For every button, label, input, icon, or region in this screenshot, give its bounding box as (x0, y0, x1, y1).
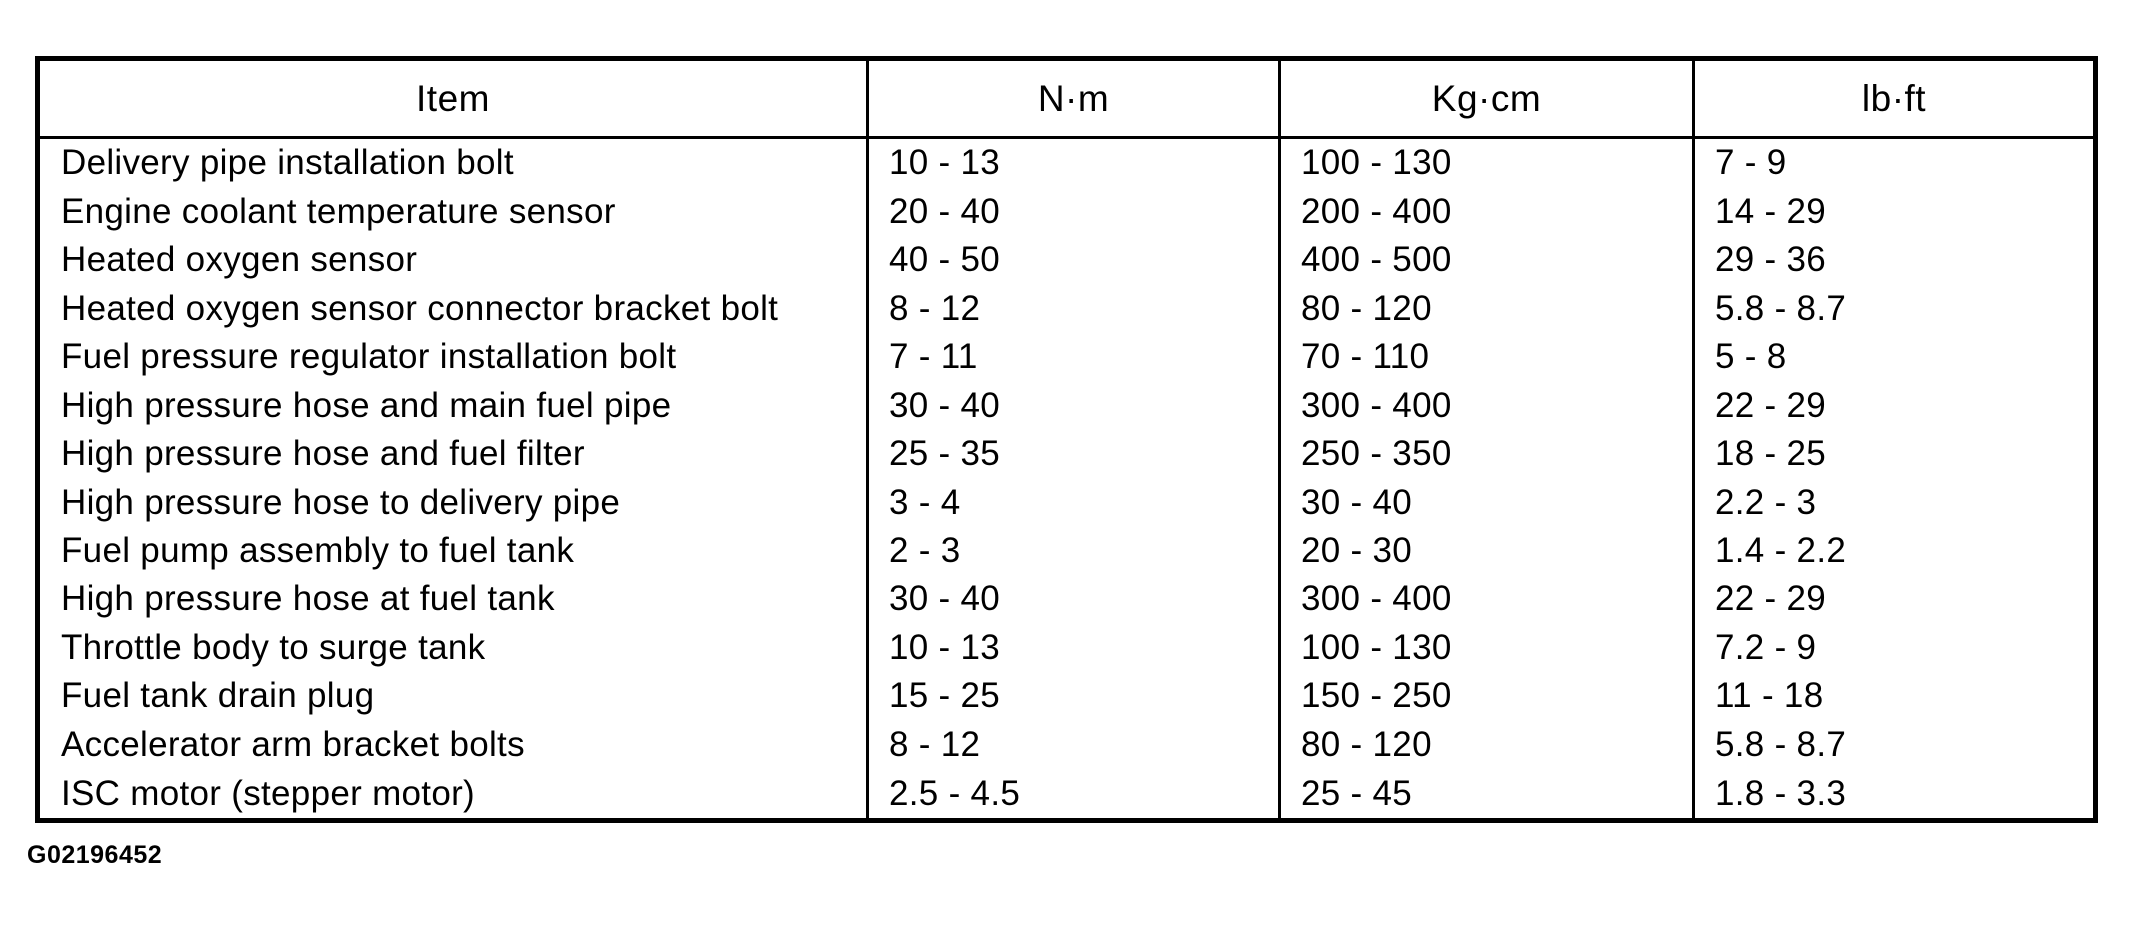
table-row (38, 236, 2096, 284)
item-cell: ISC motor (stepper motor) (61, 773, 475, 813)
nm-cell: 25 - 35 (868, 430, 1280, 478)
item-cell: Heated oxygen sensor (61, 240, 418, 280)
table-row (38, 430, 2096, 478)
column-header-nm: N·m (868, 59, 1280, 138)
nm-cell: 8 - 12 (868, 721, 1280, 769)
lbft-cell: 1.4 - 2.2 (1694, 527, 2096, 575)
lbft-cell: 29 - 36 (1694, 236, 2096, 284)
nm-cell: 15 - 25 (868, 672, 1280, 720)
column-header-kgcm: Kg·cm (1280, 59, 1694, 138)
lbft-cell: 1.8 - 3.3 (1694, 769, 2096, 821)
nm-cell: 8 - 12 (868, 285, 1280, 333)
nm-cell: 30 - 40 (868, 382, 1280, 430)
item-cell: Heated oxygen sensor connector bracket bolt (61, 288, 779, 328)
table-row (38, 285, 2096, 333)
lbft-cell: 18 - 25 (1694, 430, 2096, 478)
table-row (38, 769, 2096, 821)
lbft-cell: 7.2 - 9 (1694, 624, 2096, 672)
column-header-item: Item (38, 59, 868, 138)
lbft-cell: 5.8 - 8.7 (1694, 721, 2096, 769)
lbft-cell: 22 - 29 (1694, 575, 2096, 623)
nm-cell: 10 - 13 (868, 624, 1280, 672)
table-row (38, 478, 2096, 526)
kgcm-cell: 80 - 120 (1280, 285, 1694, 333)
item-cell: High pressure hose at fuel tank (61, 579, 555, 619)
table-row (38, 188, 2096, 236)
table-row (38, 382, 2096, 430)
nm-cell: 30 - 40 (868, 575, 1280, 623)
lbft-cell: 14 - 29 (1694, 188, 2096, 236)
nm-cell: 2.5 - 4.5 (868, 769, 1280, 821)
item-cell: Fuel pump assembly to fuel tank (61, 531, 575, 571)
kgcm-cell: 400 - 500 (1280, 236, 1694, 284)
table-row (38, 672, 2096, 720)
kgcm-cell: 100 - 130 (1280, 624, 1694, 672)
table-row (38, 721, 2096, 769)
lbft-cell: 5 - 8 (1694, 333, 2096, 381)
table-row (38, 527, 2096, 575)
table-row (38, 575, 2096, 623)
item-cell: High pressure hose and fuel filter (61, 434, 585, 474)
nm-cell: 7 - 11 (868, 333, 1280, 381)
nm-cell: 40 - 50 (868, 236, 1280, 284)
lbft-cell: 2.2 - 3 (1694, 478, 2096, 526)
nm-cell: 2 - 3 (868, 527, 1280, 575)
table-row (38, 333, 2096, 381)
lbft-cell: 11 - 18 (1694, 672, 2096, 720)
column-header-lbft: lb·ft (1694, 59, 2096, 138)
kgcm-cell: 200 - 400 (1280, 188, 1694, 236)
item-cell: Fuel tank drain plug (61, 676, 375, 716)
kgcm-cell: 25 - 45 (1280, 769, 1694, 821)
kgcm-cell: 300 - 400 (1280, 575, 1694, 623)
kgcm-cell: 30 - 40 (1280, 478, 1694, 526)
torque-spec-table (35, 56, 2098, 823)
item-cell: Delivery pipe installation bolt (61, 143, 514, 183)
figure-code: G02196452 (27, 841, 163, 869)
kgcm-cell: 20 - 30 (1280, 527, 1694, 575)
item-cell: Engine coolant temperature sensor (61, 191, 616, 231)
kgcm-cell: 250 - 350 (1280, 430, 1694, 478)
table-row (38, 624, 2096, 672)
lbft-cell: 7 - 9 (1694, 138, 2096, 188)
nm-cell: 20 - 40 (868, 188, 1280, 236)
kgcm-cell: 300 - 400 (1280, 382, 1694, 430)
item-cell: Accelerator arm bracket bolts (61, 724, 525, 764)
nm-cell: 10 - 13 (868, 138, 1280, 188)
header-row (38, 59, 2096, 138)
kgcm-cell: 80 - 120 (1280, 721, 1694, 769)
item-cell: High pressure hose and main fuel pipe (61, 385, 672, 425)
kgcm-cell: 70 - 110 (1280, 333, 1694, 381)
kgcm-cell: 100 - 130 (1280, 138, 1694, 188)
lbft-cell: 22 - 29 (1694, 382, 2096, 430)
nm-cell: 3 - 4 (868, 478, 1280, 526)
table-row (38, 138, 2096, 188)
lbft-cell: 5.8 - 8.7 (1694, 285, 2096, 333)
item-cell: Fuel pressure regulator installation bolt (61, 337, 677, 377)
item-cell: High pressure hose to delivery pipe (61, 482, 621, 522)
item-cell: Throttle body to surge tank (61, 627, 486, 667)
kgcm-cell: 150 - 250 (1280, 672, 1694, 720)
